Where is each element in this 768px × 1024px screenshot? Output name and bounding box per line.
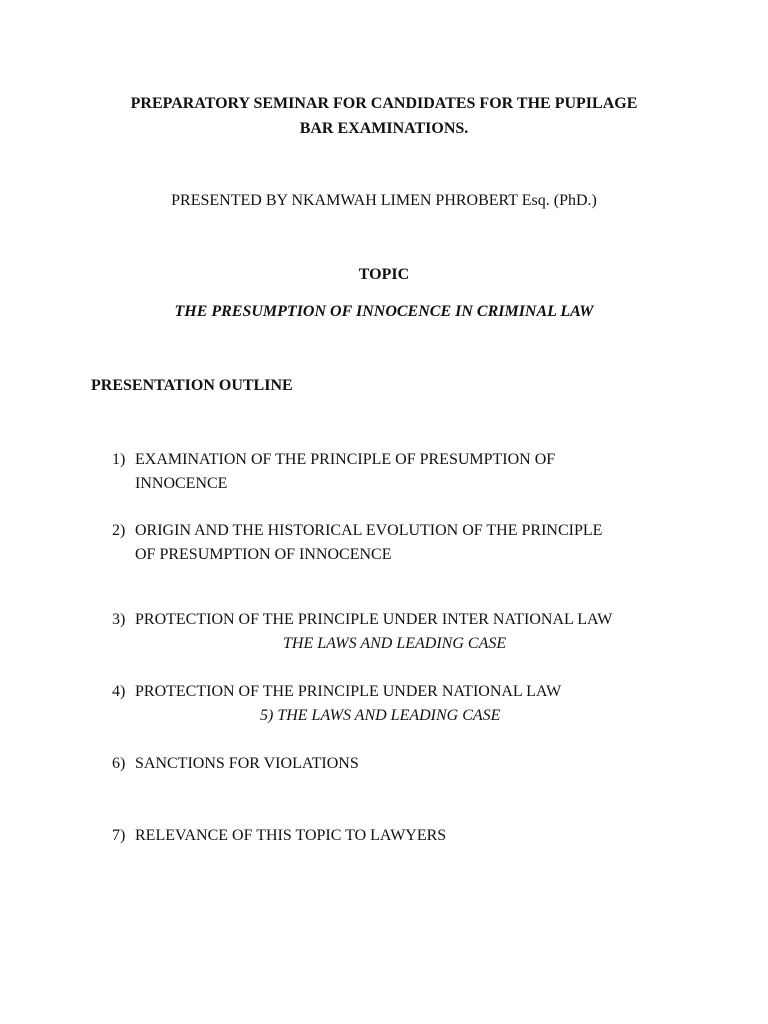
title-line-1: PREPARATORY SEMINAR FOR CANDIDATES FOR THE PUPILAGE [130,95,638,112]
item-number: 4) [112,683,126,700]
presenter-line: PRESENTED BY NKAMWAH LIMEN PHROBERT Esq. (PhD.) [171,192,597,209]
outline-heading: PRESENTATION OUTLINE [91,377,293,394]
item-number: 3) [112,611,126,628]
item-text-continuation: OF PRESUMPTION OF INNOCENCE [135,546,392,563]
topic-label: TOPIC [358,266,410,283]
item-number: 2) [112,522,126,539]
item-text: RELEVANCE OF THIS TOPIC TO LAWYERS [135,827,447,844]
item-subtitle: 5) THE LAWS AND LEADING CASE [260,707,501,724]
item-text: EXAMINATION OF THE PRINCIPLE OF PRESUMPTION OF [135,451,556,468]
title-line-2: BAR EXAMINATIONS. [299,120,469,137]
topic-title: THE PRESUMPTION OF INNOCENCE IN CRIMINAL LAW [174,303,594,320]
item-text: PROTECTION OF THE PRINCIPLE UNDER NATIONAL LAW [135,683,562,700]
item-text: PROTECTION OF THE PRINCIPLE UNDER INTER NATIONAL LAW [135,611,613,628]
item-number: 7) [112,827,126,844]
item-text: ORIGIN AND THE HISTORICAL EVOLUTION OF THE PRINCIPLE [135,522,603,539]
item-text: SANCTIONS FOR VIOLATIONS [135,755,359,772]
item-number: 6) [112,755,126,772]
item-number: 1) [112,451,126,468]
item-subtitle: THE LAWS AND LEADING CASE [283,635,507,652]
item-text-continuation: INNOCENCE [135,475,228,492]
